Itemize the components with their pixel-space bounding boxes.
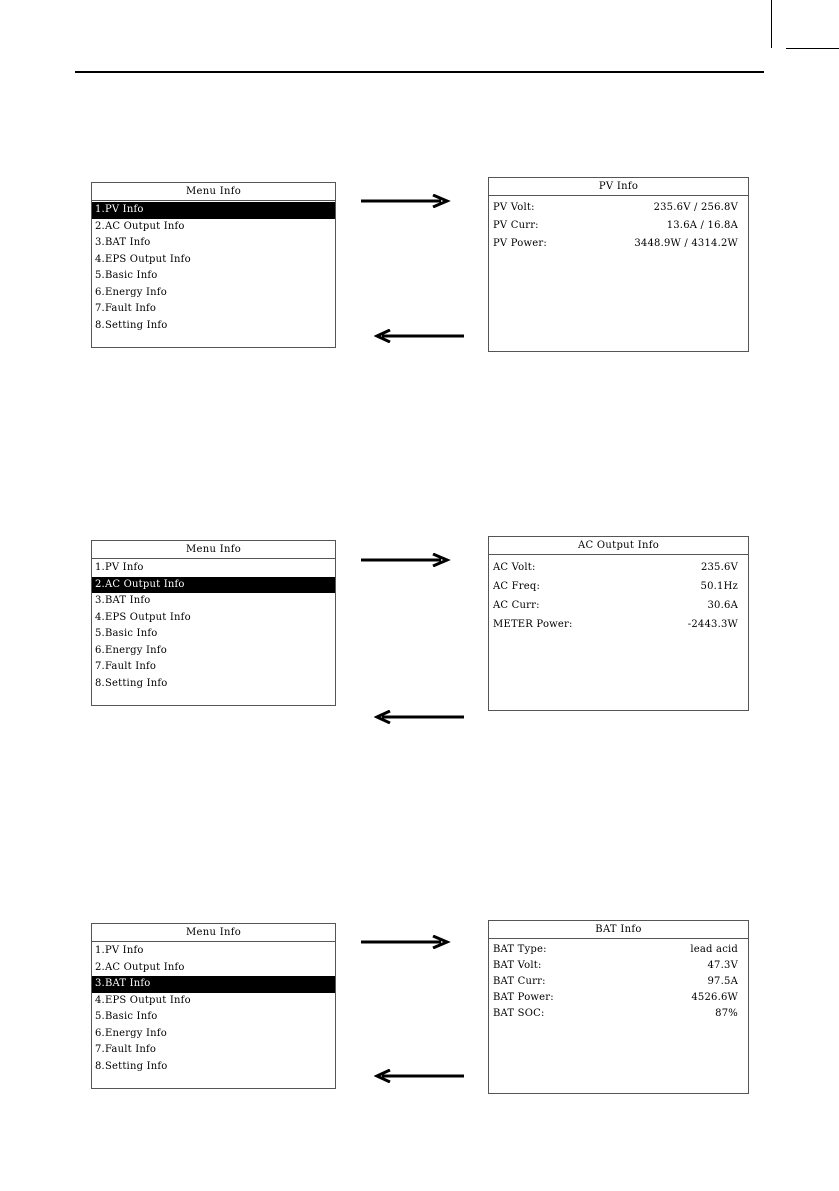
bat-power-row — [489, 990, 748, 1006]
bat-curr-label: BAT Curr: — [493, 976, 546, 987]
pv-info-title: PV Info — [489, 178, 748, 196]
pv-curr-label: PV Curr: — [493, 220, 539, 231]
ac-volt-row — [489, 558, 748, 577]
menu-item-energy-info[interactable]: 6.Energy Info — [95, 286, 167, 298]
bat-info-panel — [488, 920, 749, 1094]
menu-item-pv-info[interactable]: 1.PV Info — [95, 562, 144, 573]
menu-title: Menu Info — [92, 924, 335, 942]
ac-curr-label: AC Curr: — [493, 600, 540, 611]
menu-panel-3 — [91, 923, 336, 1089]
crop-mark-side — [786, 48, 839, 49]
menu-item-bat-info[interactable]: 3.BAT Info — [95, 237, 151, 248]
ac-curr-value: 30.6A — [707, 600, 738, 611]
pv-volt-row — [489, 199, 748, 217]
bat-power-value: 4526.6W — [691, 992, 738, 1003]
menu-item-energy-info[interactable]: 6.Energy Info — [95, 644, 167, 656]
arrow-right-icon — [361, 194, 451, 208]
arrow-right-icon — [361, 553, 451, 567]
bat-power-label: BAT Power: — [493, 992, 554, 1003]
menu-item-ac-output-info[interactable]: 2.AC Output Info — [92, 577, 335, 594]
ac-freq-row — [489, 577, 748, 596]
menu-item-pv-info[interactable]: 1.PV Info — [92, 202, 335, 219]
pv-curr-row — [489, 217, 748, 235]
arrow-left-icon — [374, 710, 464, 724]
bat-soc-value: 87% — [715, 1008, 738, 1019]
menu-item-eps-output-info[interactable]: 4.EPS Output Info — [95, 994, 191, 1006]
menu-item-setting-info[interactable]: 8.Setting Info — [95, 677, 168, 689]
bat-volt-label: BAT Volt: — [493, 960, 542, 971]
meter-power-value: -2443.3W — [687, 619, 738, 630]
menu-item-bat-info[interactable]: 3.BAT Info — [92, 976, 335, 993]
menu-item-bat-info[interactable]: 3.BAT Info — [95, 595, 151, 606]
menu-item-fault-info[interactable]: 7.Fault Info — [95, 661, 157, 672]
bat-type-row — [489, 942, 748, 958]
menu-item-pv-info[interactable]: 1.PV Info — [95, 945, 144, 956]
menu-item-eps-output-info[interactable]: 4.EPS Output Info — [95, 611, 191, 623]
pv-curr-value: 13.6A / 16.8A — [666, 220, 738, 231]
menu-title: Menu Info — [92, 541, 335, 559]
arrow-left-icon — [374, 329, 464, 343]
menu-item-setting-info[interactable]: 8.Setting Info — [95, 319, 168, 331]
ac-freq-label: AC Freq: — [493, 581, 541, 592]
crop-mark-top — [771, 0, 772, 48]
bat-curr-row — [489, 974, 748, 990]
menu-panel-1 — [91, 182, 336, 348]
ac-curr-row — [489, 596, 748, 615]
menu-item-eps-output-info[interactable]: 4.EPS Output Info — [95, 253, 191, 265]
menu-item-energy-info[interactable]: 6.Energy Info — [95, 1027, 167, 1039]
bat-volt-value: 47.3V — [707, 960, 738, 971]
bat-type-label: BAT Type: — [493, 944, 547, 955]
bat-volt-row — [489, 958, 748, 974]
ac-freq-value: 50.1Hz — [700, 581, 738, 592]
arrow-right-icon — [361, 935, 451, 949]
bat-soc-label: BAT SOC: — [493, 1008, 545, 1019]
arrow-left-icon — [374, 1069, 464, 1083]
bat-soc-row — [489, 1006, 748, 1022]
menu-item-basic-info[interactable]: 5.Basic Info — [95, 270, 158, 281]
menu-item-ac-output-info[interactable]: 2.AC Output Info — [95, 220, 185, 232]
menu-item-basic-info[interactable]: 5.Basic Info — [95, 1011, 158, 1022]
menu-item-setting-info[interactable]: 8.Setting Info — [95, 1060, 168, 1072]
bat-curr-value: 97.5A — [707, 976, 738, 987]
menu-item-fault-info[interactable]: 7.Fault Info — [95, 303, 157, 314]
ac-output-info-title: AC Output Info — [489, 537, 748, 555]
header-rule — [75, 71, 764, 73]
menu-item-basic-info[interactable]: 5.Basic Info — [95, 628, 158, 639]
menu-item-ac-output-info[interactable]: 2.AC Output Info — [95, 961, 185, 973]
pv-power-label: PV Power: — [493, 238, 547, 249]
bat-info-title: BAT Info — [489, 921, 748, 939]
ac-output-info-panel — [488, 536, 749, 711]
menu-title: Menu Info — [92, 183, 335, 201]
ac-volt-value: 235.6V — [700, 562, 738, 573]
pv-info-panel — [488, 177, 749, 352]
bat-type-value: lead acid — [690, 944, 738, 955]
pv-power-value: 3448.9W / 4314.2W — [634, 238, 738, 249]
menu-panel-2 — [91, 540, 336, 706]
ac-volt-label: AC Volt: — [493, 562, 536, 573]
meter-power-row — [489, 615, 748, 634]
pv-volt-value: 235.6V / 256.8V — [653, 202, 738, 213]
pv-power-row — [489, 235, 748, 253]
meter-power-label: METER Power: — [493, 619, 573, 630]
menu-item-fault-info[interactable]: 7.Fault Info — [95, 1044, 157, 1055]
pv-volt-label: PV Volt: — [493, 202, 535, 213]
